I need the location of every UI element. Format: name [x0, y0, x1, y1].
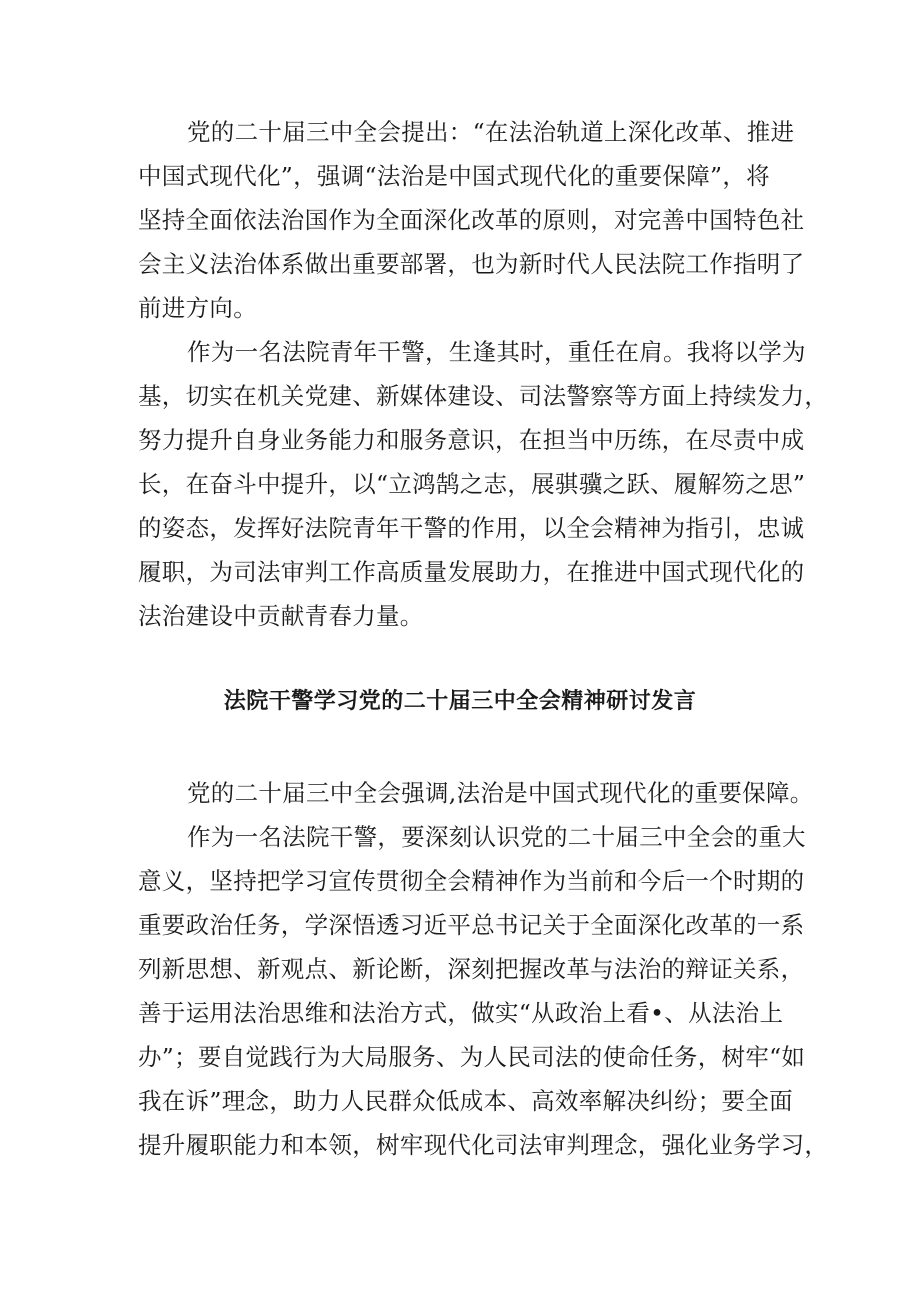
- text-line: 善于运用法治思维和法治方式，做实“从政治上看•、从法治上: [138, 999, 784, 1027]
- text-line: 党的二十届三中全会强调,法治是中国式现代化的重要保障。: [187, 779, 814, 807]
- text-line: 党的二十届三中全会提出：“在法治轨道上深化改革、推进: [187, 118, 795, 146]
- text-line: 中国式现代化”，强调“法治是中国式现代化的重要保障”，将: [138, 162, 770, 190]
- text-line: 法治建设中贡献青春力量。: [138, 602, 424, 630]
- text-line: 办”；要自觉践行为大局服务、为人民司法的使命任务，树牢“如: [138, 1043, 806, 1071]
- text-line: 基，切实在机关党建、新媒体建设、司法警察等方面上持续发力，: [138, 382, 829, 410]
- text-line: 作为一名法院青年干警，生逢其时，重任在肩。我将以学为: [187, 338, 806, 366]
- text-line: 重要政治任务，学深悟透习近平总书记关于全面深化改革的一系: [138, 911, 805, 939]
- text-line: 的姿态，发挥好法院青年干警的作用，以全会精神为指引，忠诚: [138, 514, 805, 542]
- section-title: 法院干警学习党的二十届三中全会精神研讨发言: [223, 689, 697, 714]
- text-line: 会主义法治体系做出重要部署，也为新时代人民法院工作指明了: [138, 250, 805, 278]
- text-line: 坚持全面依法治国作为全面深化改革的原则，对完善中国特色社: [138, 206, 805, 234]
- text-line: 努力提升自身业务能力和服务意识，在担当中历练，在尽责中成: [138, 426, 805, 454]
- text-line: 履职，为司法审判工作高质量发展助力，在推进中国式现代化的: [138, 558, 805, 586]
- text-line: 列新思想、新观点、新论断，深刻把握改革与法治的辩证关系，: [138, 955, 805, 983]
- text-line: 长，在奋斗中提升，以“立鸿鹄之志，展骐骥之跃、履解笏之思”: [138, 470, 806, 498]
- text-line: 我在诉”理念，助力人民群众低成本、高效率解决纠纷；要全面: [138, 1087, 793, 1115]
- text-line: 提升履职能力和本领，树牢现代化司法审判理念，强化业务学习，: [138, 1131, 829, 1159]
- text-line: 意义，坚持把学习宣传贯彻全会精神作为当前和今后一个时期的: [138, 867, 805, 895]
- text-line: 作为一名法院干警，要深刻认识党的二十届三中全会的重大: [187, 823, 806, 851]
- text-line: 前进方向。: [138, 294, 257, 322]
